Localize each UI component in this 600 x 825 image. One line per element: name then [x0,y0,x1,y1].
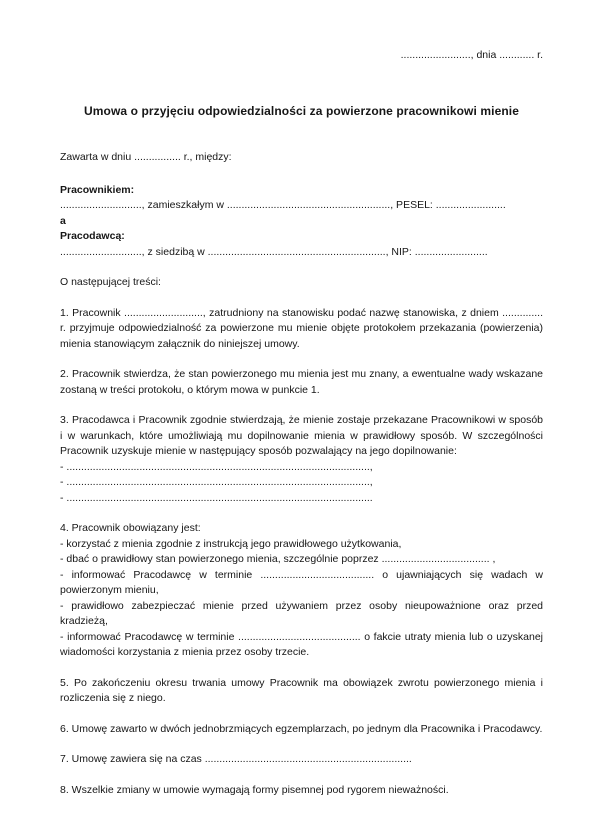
parties-section [60,183,543,261]
clause-6: 6. Umowę zawarto w dwóch jednobrzmiących egzemplarzach, po jednym dla Pracownika i Pracodawcy. [60,722,543,735]
clause-5: 5. Po zakończeniu okresu trwania umowy Pracownik ma obowiązek zwrotu powierzonego mienia i rozliczenia się z niego. [60,676,543,704]
employee-details-line: ............................, zamieszkałym w ........................................................, PESEL: ........................ [60,199,506,211]
clause-4-item-1: - korzystać z mienia zgodnie z instrukcją jego prawidłowego użytkowania, [60,537,402,550]
employer-details-line: ............................, z siedzibą w ............................................................., NIP: ......................... [60,245,488,258]
conjunction-a: a [60,214,66,227]
preamble-line: O następującej treści: [60,276,161,288]
clause-8: 8. Wszelkie zmiany w umowie wymagają formy pisemnej pod rygorem nieważności. [60,783,449,796]
clause-4-item-2: - dbać o prawidłowy stan powierzonego mienia, szczególnie poprzez ..................................... , [60,553,496,565]
clause-1: 1. Pracownik ..........................., zatrudniony na stanowisku podać nazwę stanowiska, z dniem .............. r. przyjmuje odpowiedzialność za powierzone mu mienie objęte protokołem przekazania (powierzenia) mienia stanowiącym załącznik do niniejszej umowy. [60,306,543,350]
clause-4-item-5: - informować Pracodawcę w terminie .......................................... o fakcie utraty mienia lub o uzyskanej wiadomości korzystania z mienia przez osoby trzecie. [60,630,543,658]
clause-4-text: 4. Pracownik obowiązany jest: [60,522,201,534]
clause-4-item-4: - prawidłowo zabezpieczać mienie przed używaniem przez osoby nieupoważnione oraz przed kradzieżą, [60,599,543,627]
employee-label: Pracownikiem: [60,183,135,196]
clause-4-item-3: - informować Pracodawcę w terminie ....................................... o ujawniających się wadach w powierzonym mieniu, [60,568,543,596]
clause-3-text: 3. Pracodawca i Pracownik zgodnie stwierdzają, że mienie zostaje przekazane Pracownikowi w sposób i w warunkach, które umożliwiają mu dopilnowanie mienia w prawidłowy sposób. W szczególności Pracownik uzyskuje mienie w następujący sposób pozwalający na jego dopilnowanie: [60,414,543,457]
intro-line: Zawarta w dniu ................ r., między: [60,151,232,163]
clause-4 [60,521,543,661]
clause-3-item-3: - ......................................................................................................... [60,491,373,504]
clause-2: 2. Pracownik stwierdza, że stan powierzonego mu mienia jest mu znany, a ewentualne wady wskazane zostaną w treści protokołu, o którym mowa w punkcie 1. [60,368,543,396]
clause-3 [60,413,543,506]
document-title: Umowa o przyjęciu odpowiedzialności za powierzone pracownikowi mienie [84,103,519,118]
clause-3-item-1: - ........................................................................................................, [60,460,373,473]
date-place-line: ........................, dnia ............ r. [400,49,543,61]
employer-label: Pracodawcą: [60,230,125,242]
clause-7: 7. Umowę zawiera się na czas ....................................................................... [60,753,412,765]
clause-3-item-2: - ........................................................................................................, [60,476,373,488]
